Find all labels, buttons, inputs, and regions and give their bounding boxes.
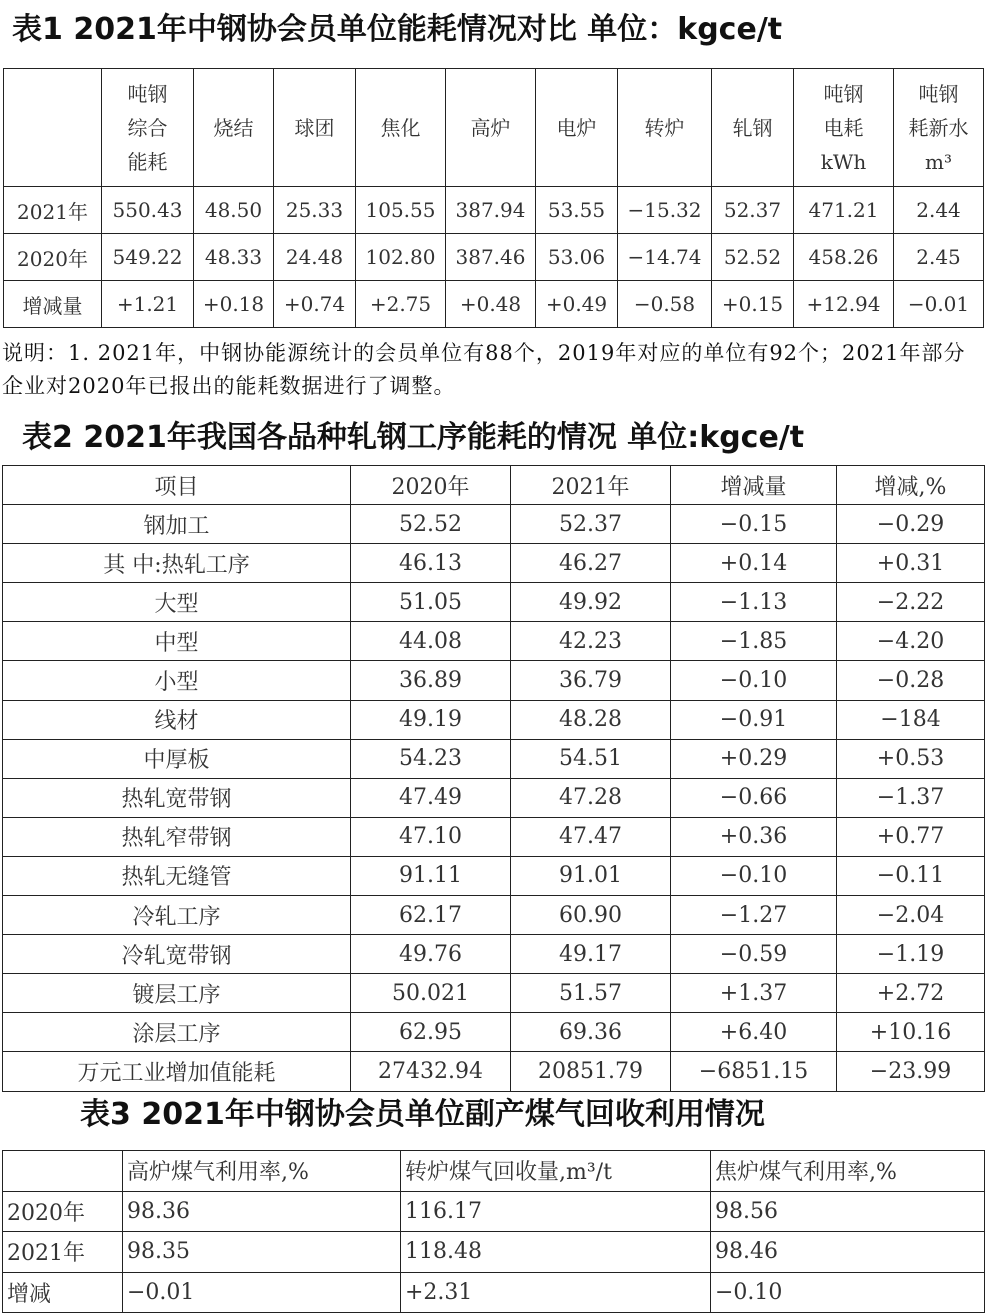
- table3-cell: 98.36: [123, 1191, 401, 1232]
- table1-cell: 53.06: [536, 234, 618, 281]
- table3-cell: 98.46: [711, 1232, 985, 1273]
- table3-row: [3, 1191, 985, 1232]
- table1-cell: 52.52: [712, 234, 794, 281]
- table1-cell: 25.33: [274, 187, 356, 234]
- table1-cell: 387.46: [446, 234, 536, 281]
- table2-row: [3, 505, 985, 544]
- table3-cell: 116.17: [401, 1191, 711, 1232]
- table1-header-cell: 烧结: [194, 69, 274, 187]
- table2-cell: 52.52: [351, 505, 511, 544]
- table1-cell: 550.43: [102, 187, 194, 234]
- table2-row: [3, 896, 985, 935]
- table1-cell: 48.33: [194, 234, 274, 281]
- table2-cell: −2.22: [837, 583, 985, 622]
- table2-row: [3, 1052, 985, 1091]
- table1-header-cell: [4, 69, 102, 187]
- table2-cell: 62.95: [351, 1013, 511, 1052]
- table2-cell: −0.66: [671, 778, 837, 817]
- table2-cell: 36.89: [351, 661, 511, 700]
- table2: [2, 465, 985, 1092]
- table2-cell: 60.90: [511, 896, 671, 935]
- table1-header-cell: 焦化: [356, 69, 446, 187]
- table3-cell: 98.35: [123, 1232, 401, 1273]
- table2-cell: 46.13: [351, 544, 511, 583]
- table1-cell: 52.37: [712, 187, 794, 234]
- table2-cell: 91.11: [351, 856, 511, 895]
- table2-cell: +1.37: [671, 974, 837, 1013]
- table3-header-row: [3, 1151, 985, 1192]
- table1-cell: 458.26: [794, 234, 894, 281]
- table2-header-cell: 2021年: [511, 466, 671, 505]
- table1-header-cell: 电炉: [536, 69, 618, 187]
- table1-cell: +0.74: [274, 281, 356, 328]
- table1-row: [4, 187, 984, 234]
- table1-header-cell: 吨钢 耗新水 m³: [894, 69, 984, 187]
- table2-row-label: 冷轧工序: [3, 896, 351, 935]
- table3-cell: 98.56: [711, 1191, 985, 1232]
- table2-cell: −1.13: [671, 583, 837, 622]
- table2-cell: 20851.79: [511, 1052, 671, 1091]
- table1-cell: 2.44: [894, 187, 984, 234]
- table2-cell: +0.77: [837, 817, 985, 856]
- table2-row: [3, 583, 985, 622]
- table3-row: [3, 1232, 985, 1273]
- table1-row-label: 增减量: [4, 281, 102, 328]
- table1-cell: +0.15: [712, 281, 794, 328]
- table2-cell: −184: [837, 700, 985, 739]
- table2-header-cell: 增减量: [671, 466, 837, 505]
- table2-cell: 54.23: [351, 739, 511, 778]
- table3: [2, 1150, 985, 1313]
- table1-cell: 549.22: [102, 234, 194, 281]
- table2-cell: 49.92: [511, 583, 671, 622]
- table2-row-label: 镀层工序: [3, 974, 351, 1013]
- table2-cell: −4.20: [837, 622, 985, 661]
- table1-row: [4, 234, 984, 281]
- table1-header-cell: 球团: [274, 69, 356, 187]
- table2-row: [3, 974, 985, 1013]
- table2-cell: −23.99: [837, 1052, 985, 1091]
- table2-row-label: 线材: [3, 700, 351, 739]
- table2-cell: 48.28: [511, 700, 671, 739]
- table2-cell: −1.85: [671, 622, 837, 661]
- table3-cell: −0.10: [711, 1272, 985, 1313]
- table3-header-cell: 转炉煤气回收量,m³/t: [401, 1151, 711, 1192]
- table1-cell: +0.18: [194, 281, 274, 328]
- table3-cell: 118.48: [401, 1232, 711, 1273]
- table3-cell: +2.31: [401, 1272, 711, 1313]
- table1-cell: −0.01: [894, 281, 984, 328]
- table2-row: [3, 778, 985, 817]
- table1-row-label: 2021年: [4, 187, 102, 234]
- table1-row: [4, 281, 984, 328]
- table2-cell: −0.59: [671, 935, 837, 974]
- table2-row: [3, 817, 985, 856]
- table2-cell: 51.05: [351, 583, 511, 622]
- table2-row-label: 大型: [3, 583, 351, 622]
- table2-cell: −0.15: [671, 505, 837, 544]
- table2-cell: 69.36: [511, 1013, 671, 1052]
- table1-note: 说明：1. 2021年，中钢协能源统计的会员单位有88个，2019年对应的单位有92个；2021年部分企业对2020年已报出的能耗数据进行了调整。: [2, 341, 966, 398]
- table2-cell: 36.79: [511, 661, 671, 700]
- table2-cell: +10.16: [837, 1013, 985, 1052]
- table2-cell: −0.10: [671, 856, 837, 895]
- table1-cell: 24.48: [274, 234, 356, 281]
- table2-cell: +0.36: [671, 817, 837, 856]
- table1-cell: +0.48: [446, 281, 536, 328]
- table2-row: [3, 1013, 985, 1052]
- table1-row-label: 2020年: [4, 234, 102, 281]
- table1-cell: +12.94: [794, 281, 894, 328]
- table2-row: [3, 935, 985, 974]
- table1-header-row: [4, 69, 984, 187]
- table2-row-label: 热轧窄带钢: [3, 817, 351, 856]
- table2-cell: 52.37: [511, 505, 671, 544]
- table3-row-label: 2020年: [3, 1191, 123, 1232]
- table2-header-cell: 2020年: [351, 466, 511, 505]
- table2-header-cell: 增减,%: [837, 466, 985, 505]
- table2-cell: −0.11: [837, 856, 985, 895]
- table2-row-label: 中厚板: [3, 739, 351, 778]
- table1-cell: 102.80: [356, 234, 446, 281]
- table2-cell: 47.49: [351, 778, 511, 817]
- table2-row-label: 其 中:热轧工序: [3, 544, 351, 583]
- table3-header-cell: 焦炉煤气利用率,%: [711, 1151, 985, 1192]
- table2-title: 表2 2021年我国各品种轧钢工序能耗的情况 单位:kgce/t: [22, 420, 805, 455]
- table3-row-label: 增减: [3, 1272, 123, 1313]
- table2-cell: −1.27: [671, 896, 837, 935]
- table2-row: [3, 661, 985, 700]
- table2-cell: −1.37: [837, 778, 985, 817]
- table2-cell: +0.14: [671, 544, 837, 583]
- table2-cell: 47.47: [511, 817, 671, 856]
- table1-cell: 387.94: [446, 187, 536, 234]
- table1-cell: −14.74: [618, 234, 712, 281]
- table2-cell: −2.04: [837, 896, 985, 935]
- table1-cell: +0.49: [536, 281, 618, 328]
- table2-cell: +0.53: [837, 739, 985, 778]
- table2-cell: 42.23: [511, 622, 671, 661]
- table1-cell: +1.21: [102, 281, 194, 328]
- table3-cell: −0.01: [123, 1272, 401, 1313]
- table2-cell: 49.76: [351, 935, 511, 974]
- table1-header-cell: 轧钢: [712, 69, 794, 187]
- table2-row-label: 万元工业增加值能耗: [3, 1052, 351, 1091]
- table1-cell: 48.50: [194, 187, 274, 234]
- table2-cell: +0.31: [837, 544, 985, 583]
- table2-cell: 27432.94: [351, 1052, 511, 1091]
- table2-cell: 54.51: [511, 739, 671, 778]
- table2-header-cell: 项目: [3, 466, 351, 505]
- table2-header-row: [3, 466, 985, 505]
- table2-row-label: 热轧无缝管: [3, 856, 351, 895]
- table1-header-cell: 高炉: [446, 69, 536, 187]
- table2-row-label: 中型: [3, 622, 351, 661]
- table1-cell: 53.55: [536, 187, 618, 234]
- table3-row-label: 2021年: [3, 1232, 123, 1273]
- table2-cell: +6.40: [671, 1013, 837, 1052]
- table2-cell: +2.72: [837, 974, 985, 1013]
- table3-header-cell: [3, 1151, 123, 1192]
- table2-cell: −1.19: [837, 935, 985, 974]
- table2-cell: 51.57: [511, 974, 671, 1013]
- table1-header-cell: 吨钢 综合 能耗: [102, 69, 194, 187]
- table1-cell: 471.21: [794, 187, 894, 234]
- table2-row: [3, 856, 985, 895]
- table1-cell: 105.55: [356, 187, 446, 234]
- table1-title: 表1 2021年中钢协会员单位能耗情况对比 单位：kgce/t: [12, 12, 783, 47]
- table2-row: [3, 622, 985, 661]
- table2-cell: 62.17: [351, 896, 511, 935]
- table2-row-label: 涂层工序: [3, 1013, 351, 1052]
- table2-row: [3, 700, 985, 739]
- table2-cell: +0.29: [671, 739, 837, 778]
- table1-cell: 2.45: [894, 234, 984, 281]
- table1-cell: −15.32: [618, 187, 712, 234]
- table2-cell: 47.10: [351, 817, 511, 856]
- table3-row: [3, 1272, 985, 1313]
- table2-cell: 46.27: [511, 544, 671, 583]
- table1-cell: +2.75: [356, 281, 446, 328]
- table1-cell: −0.58: [618, 281, 712, 328]
- table2-cell: 49.19: [351, 700, 511, 739]
- table1-header-cell: 吨钢 电耗 kWh: [794, 69, 894, 187]
- table2-cell: −0.10: [671, 661, 837, 700]
- table2-cell: 91.01: [511, 856, 671, 895]
- table2-row-label: 钢加工: [3, 505, 351, 544]
- table2-cell: −0.29: [837, 505, 985, 544]
- table1: [3, 68, 984, 328]
- table2-cell: −0.91: [671, 700, 837, 739]
- table2-row-label: 小型: [3, 661, 351, 700]
- table2-cell: −6851.15: [671, 1052, 837, 1091]
- table2-row-label: 热轧宽带钢: [3, 778, 351, 817]
- table2-cell: 44.08: [351, 622, 511, 661]
- table3-header-cell: 高炉煤气利用率,%: [123, 1151, 401, 1192]
- table2-row-label: 冷轧宽带钢: [3, 935, 351, 974]
- table3-title: 表3 2021年中钢协会员单位副产煤气回收利用情况: [80, 1097, 765, 1132]
- table2-cell: 50.021: [351, 974, 511, 1013]
- table2-row: [3, 544, 985, 583]
- table1-header-cell: 转炉: [618, 69, 712, 187]
- table2-cell: 47.28: [511, 778, 671, 817]
- table2-cell: −0.28: [837, 661, 985, 700]
- table2-cell: 49.17: [511, 935, 671, 974]
- table2-row: [3, 739, 985, 778]
